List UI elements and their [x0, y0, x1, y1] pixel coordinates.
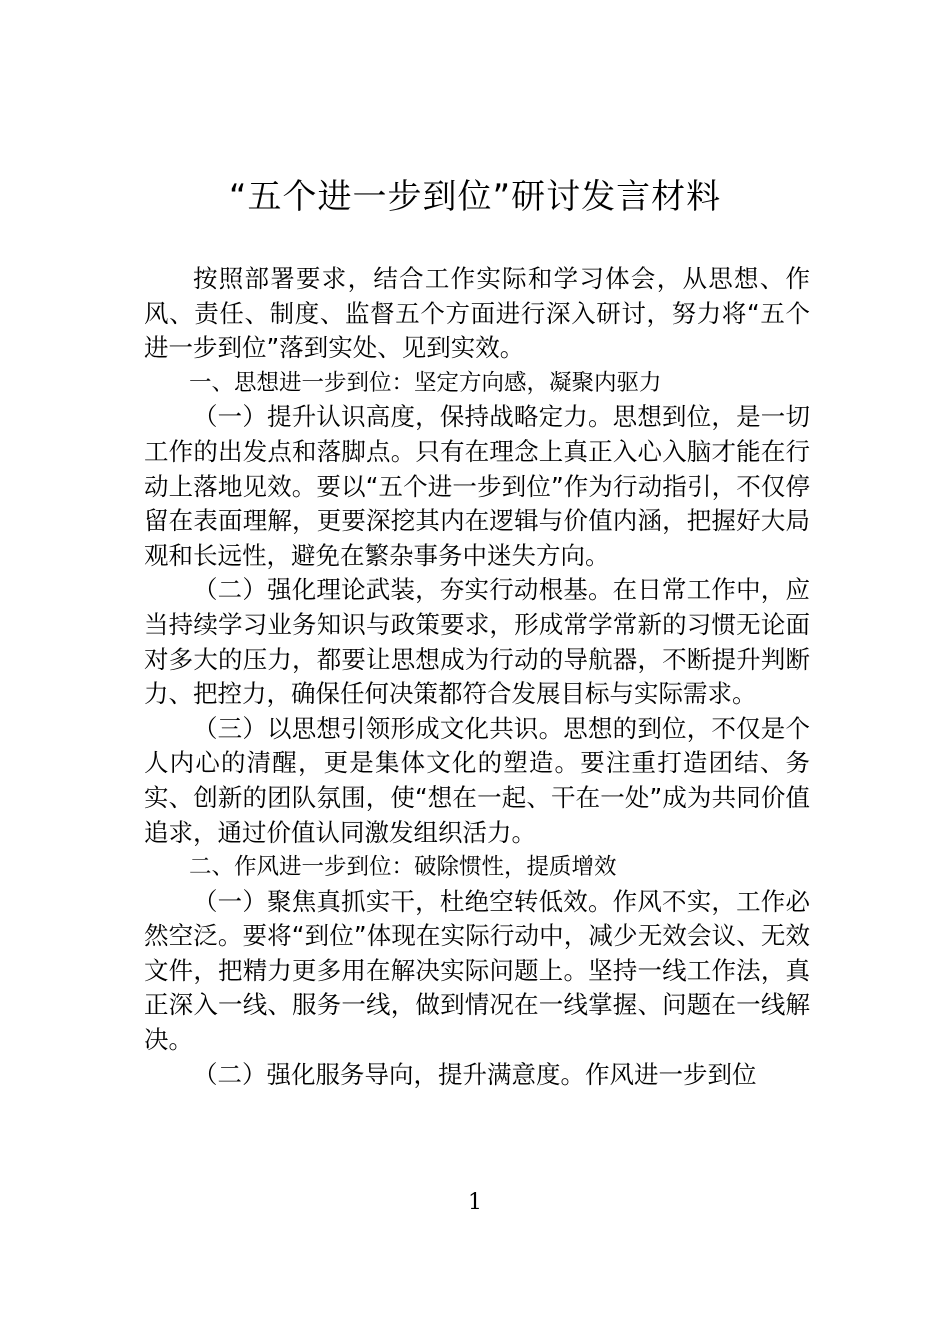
document-title: “五个进一步到位”研讨发言材料	[228, 177, 722, 217]
intro-paragraph: 按照部署要求，结合工作实际和学习体会，从思想、作风、责任、制度、监督五个方面进行深入研讨，努力将“五个进一步到位”落到实处、见到实效。	[144, 264, 810, 363]
section-2-heading: 二、作风进一步到位：破除惯性，提质增效	[189, 854, 617, 881]
page-number: 1	[468, 1190, 482, 1215]
section-1-paragraph-3: （三）以思想引领形成文化共识。思想的到位，不仅是个人内心的清醒，更是集体文化的塑造。要注重打造团结、务实、创新的团队氛围，使“想在一起、干在一处”成为共同价值追求，通过价值认同激发组织活力。	[144, 713, 810, 847]
section-1-paragraph-1: （一）提升认识高度，保持战略定力。思想到位，是一切工作的出发点和落脚点。只有在理念上真正入心入脑才能在行动上落地见效。要以“五个进一步到位”作为行动指引，不仅停留在表面理解，更要深挖其内在逻辑与价值内涵，把握好大局观和长远性，避免在繁杂事务中迷失方向。	[144, 402, 810, 570]
section-2-paragraph-1: （一）聚焦真抓实干，杜绝空转低效。作风不实，工作必然空泛。要将“到位”体现在实际行动中，减少无效会议、无效文件，把精力更多用在解决实际问题上。坚持一线工作法，真正深入一线、服务一线，做到情况在一线掌握、问题在一线解决。	[144, 886, 810, 1055]
section-1-heading: 一、思想进一步到位：坚定方向感，凝聚内驱力	[189, 369, 662, 396]
document-body	[144, 262, 810, 1092]
section-1-paragraph-2: （二）强化理论武装，夯实行动根基。在日常工作中，应当持续学习业务知识与政策要求，形成常学常新的习惯无论面对多大的压力，都要让思想成为行动的导航器，不断提升判断力、把控力，确保任何决策都符合发展目标与实际需求。	[144, 575, 810, 709]
section-2-paragraph-2: （二）强化服务导向，提升满意度。作风进一步到位	[193, 1059, 757, 1089]
